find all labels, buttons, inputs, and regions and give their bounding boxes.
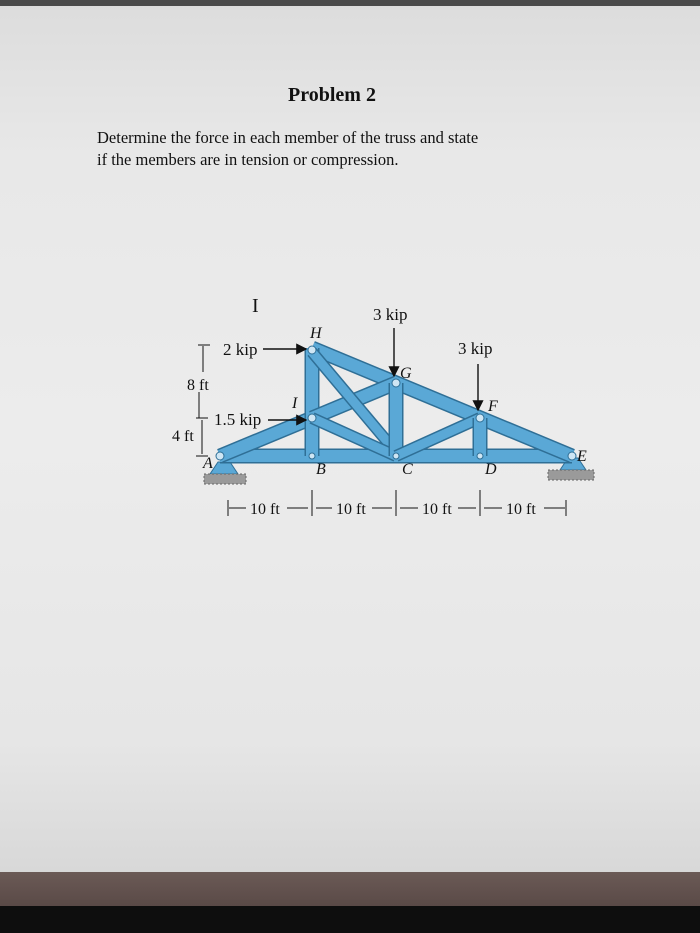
truss-members	[220, 348, 572, 456]
load-label-h: 2 kip	[223, 340, 258, 359]
joint-label-e: E	[577, 448, 587, 465]
joint-label-h: H	[310, 325, 322, 342]
desk-surface	[0, 906, 700, 933]
dim-label-4ft: 4 ft	[172, 428, 194, 445]
load-label-right: 3 kip	[458, 339, 493, 358]
joint-label-a: A	[203, 455, 213, 472]
dim-label-span-3: 10 ft	[422, 501, 452, 518]
load-label-top: 3 kip	[373, 305, 408, 324]
statement-line-1: Determine the force in each member of the truss and state	[97, 128, 479, 147]
dim-label-8ft: 8 ft	[187, 377, 209, 394]
dim-label-span-2: 10 ft	[336, 501, 366, 518]
joint-label-g: G	[400, 365, 412, 382]
joint-label-c: C	[402, 461, 413, 478]
statement-line-2: if the members are in tension or compression.	[97, 150, 399, 169]
dim-label-span-1: 10 ft	[250, 501, 280, 518]
problem-title: Problem 2	[288, 84, 376, 106]
joint-label-b: B	[316, 461, 326, 478]
monitor-bezel	[0, 872, 700, 906]
vertical-dimensions	[196, 345, 210, 456]
dim-label-span-4: 10 ft	[506, 501, 536, 518]
joint-label-d: D	[485, 461, 497, 478]
load-label-i: 1.5 kip	[214, 410, 262, 429]
joint-label-i: I	[292, 395, 298, 412]
text-cursor-icon: I	[252, 295, 259, 317]
joint-label-f: F	[488, 398, 498, 415]
